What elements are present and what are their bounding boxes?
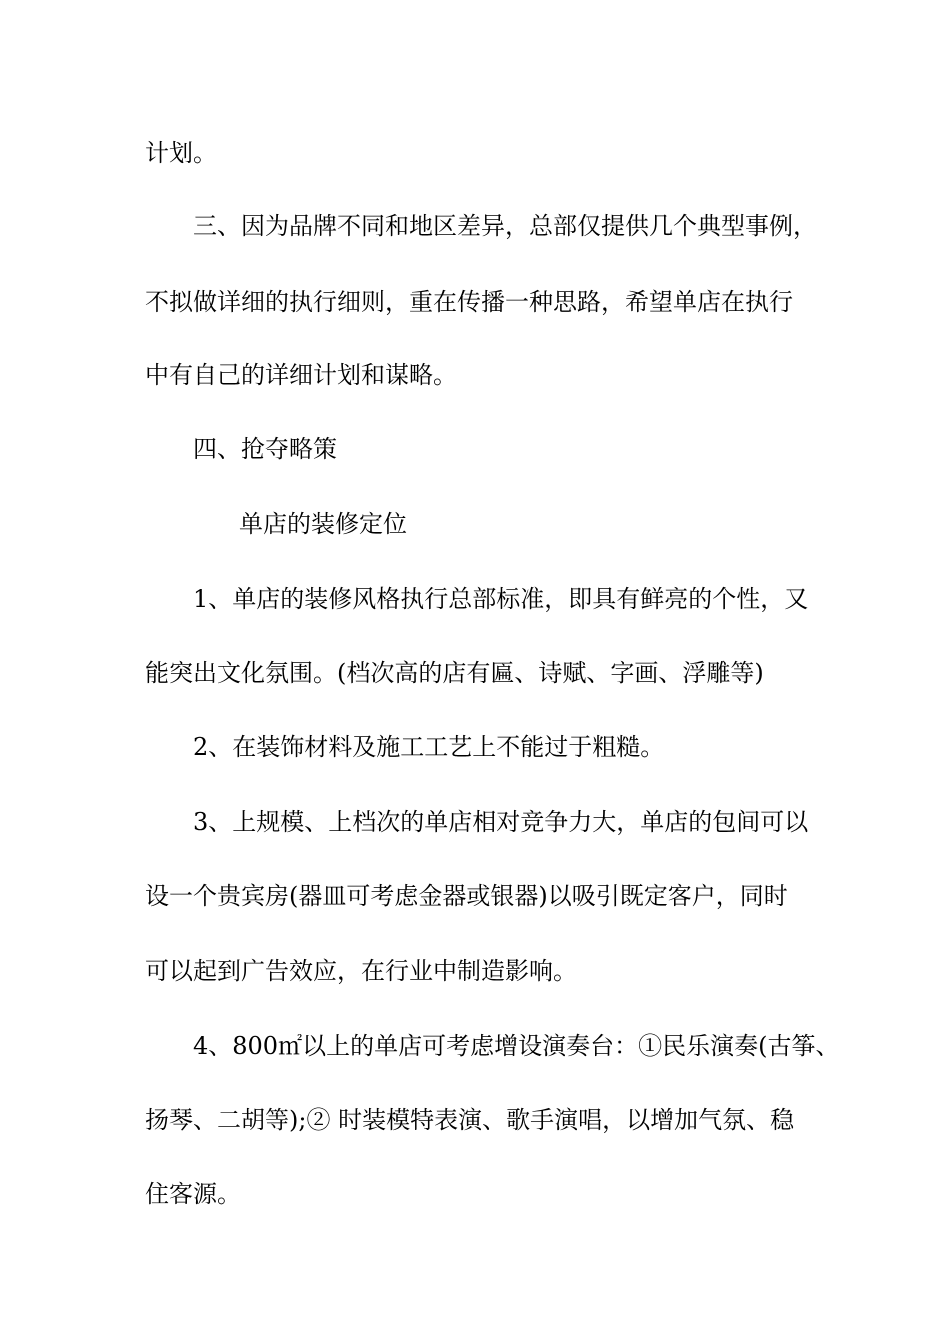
text-line: 中有自己的详细计划和谋略。 xyxy=(145,361,457,389)
text-line: 能突出文化氛围。(档次高的店有匾、诗赋、字画、浮雕等) xyxy=(145,659,764,687)
text-line: 住客源。 xyxy=(145,1180,241,1208)
text-line: 三、因为品牌不同和地区差异，总部仅提供几个典型事例， xyxy=(193,212,817,240)
text-line: 设一个贵宾房(器皿可考虑金器或银器)以吸引既定客户，同时 xyxy=(145,882,788,910)
text-line: 1、单店的装修风格执行总部标准，即具有鲜亮的个性，又 xyxy=(193,585,809,613)
subsection-heading: 单店的装修定位 xyxy=(239,510,407,538)
text-line: 3、上规模、上档次的单店相对竞争力大，单店的包间可以 xyxy=(193,808,809,836)
text-line: 2、在装饰材料及施工工艺上不能过于粗糙。 xyxy=(193,733,665,761)
text-line: 4、800㎡以上的单店可考虑增设演奏台：①民乐演奏(古筝、 xyxy=(193,1032,840,1060)
text-line: 计划。 xyxy=(145,139,217,167)
section-heading: 四、抢夺略策 xyxy=(193,435,337,463)
text-line: 可以起到广告效应，在行业中制造影响。 xyxy=(145,957,577,985)
text-line: 不拟做详细的执行细则，重在传播一种思路，希望单店在执行 xyxy=(145,288,793,316)
text-line: 扬琴、二胡等);② 时装模特表演、歌手演唱，以增加气氛、稳 xyxy=(145,1106,795,1134)
